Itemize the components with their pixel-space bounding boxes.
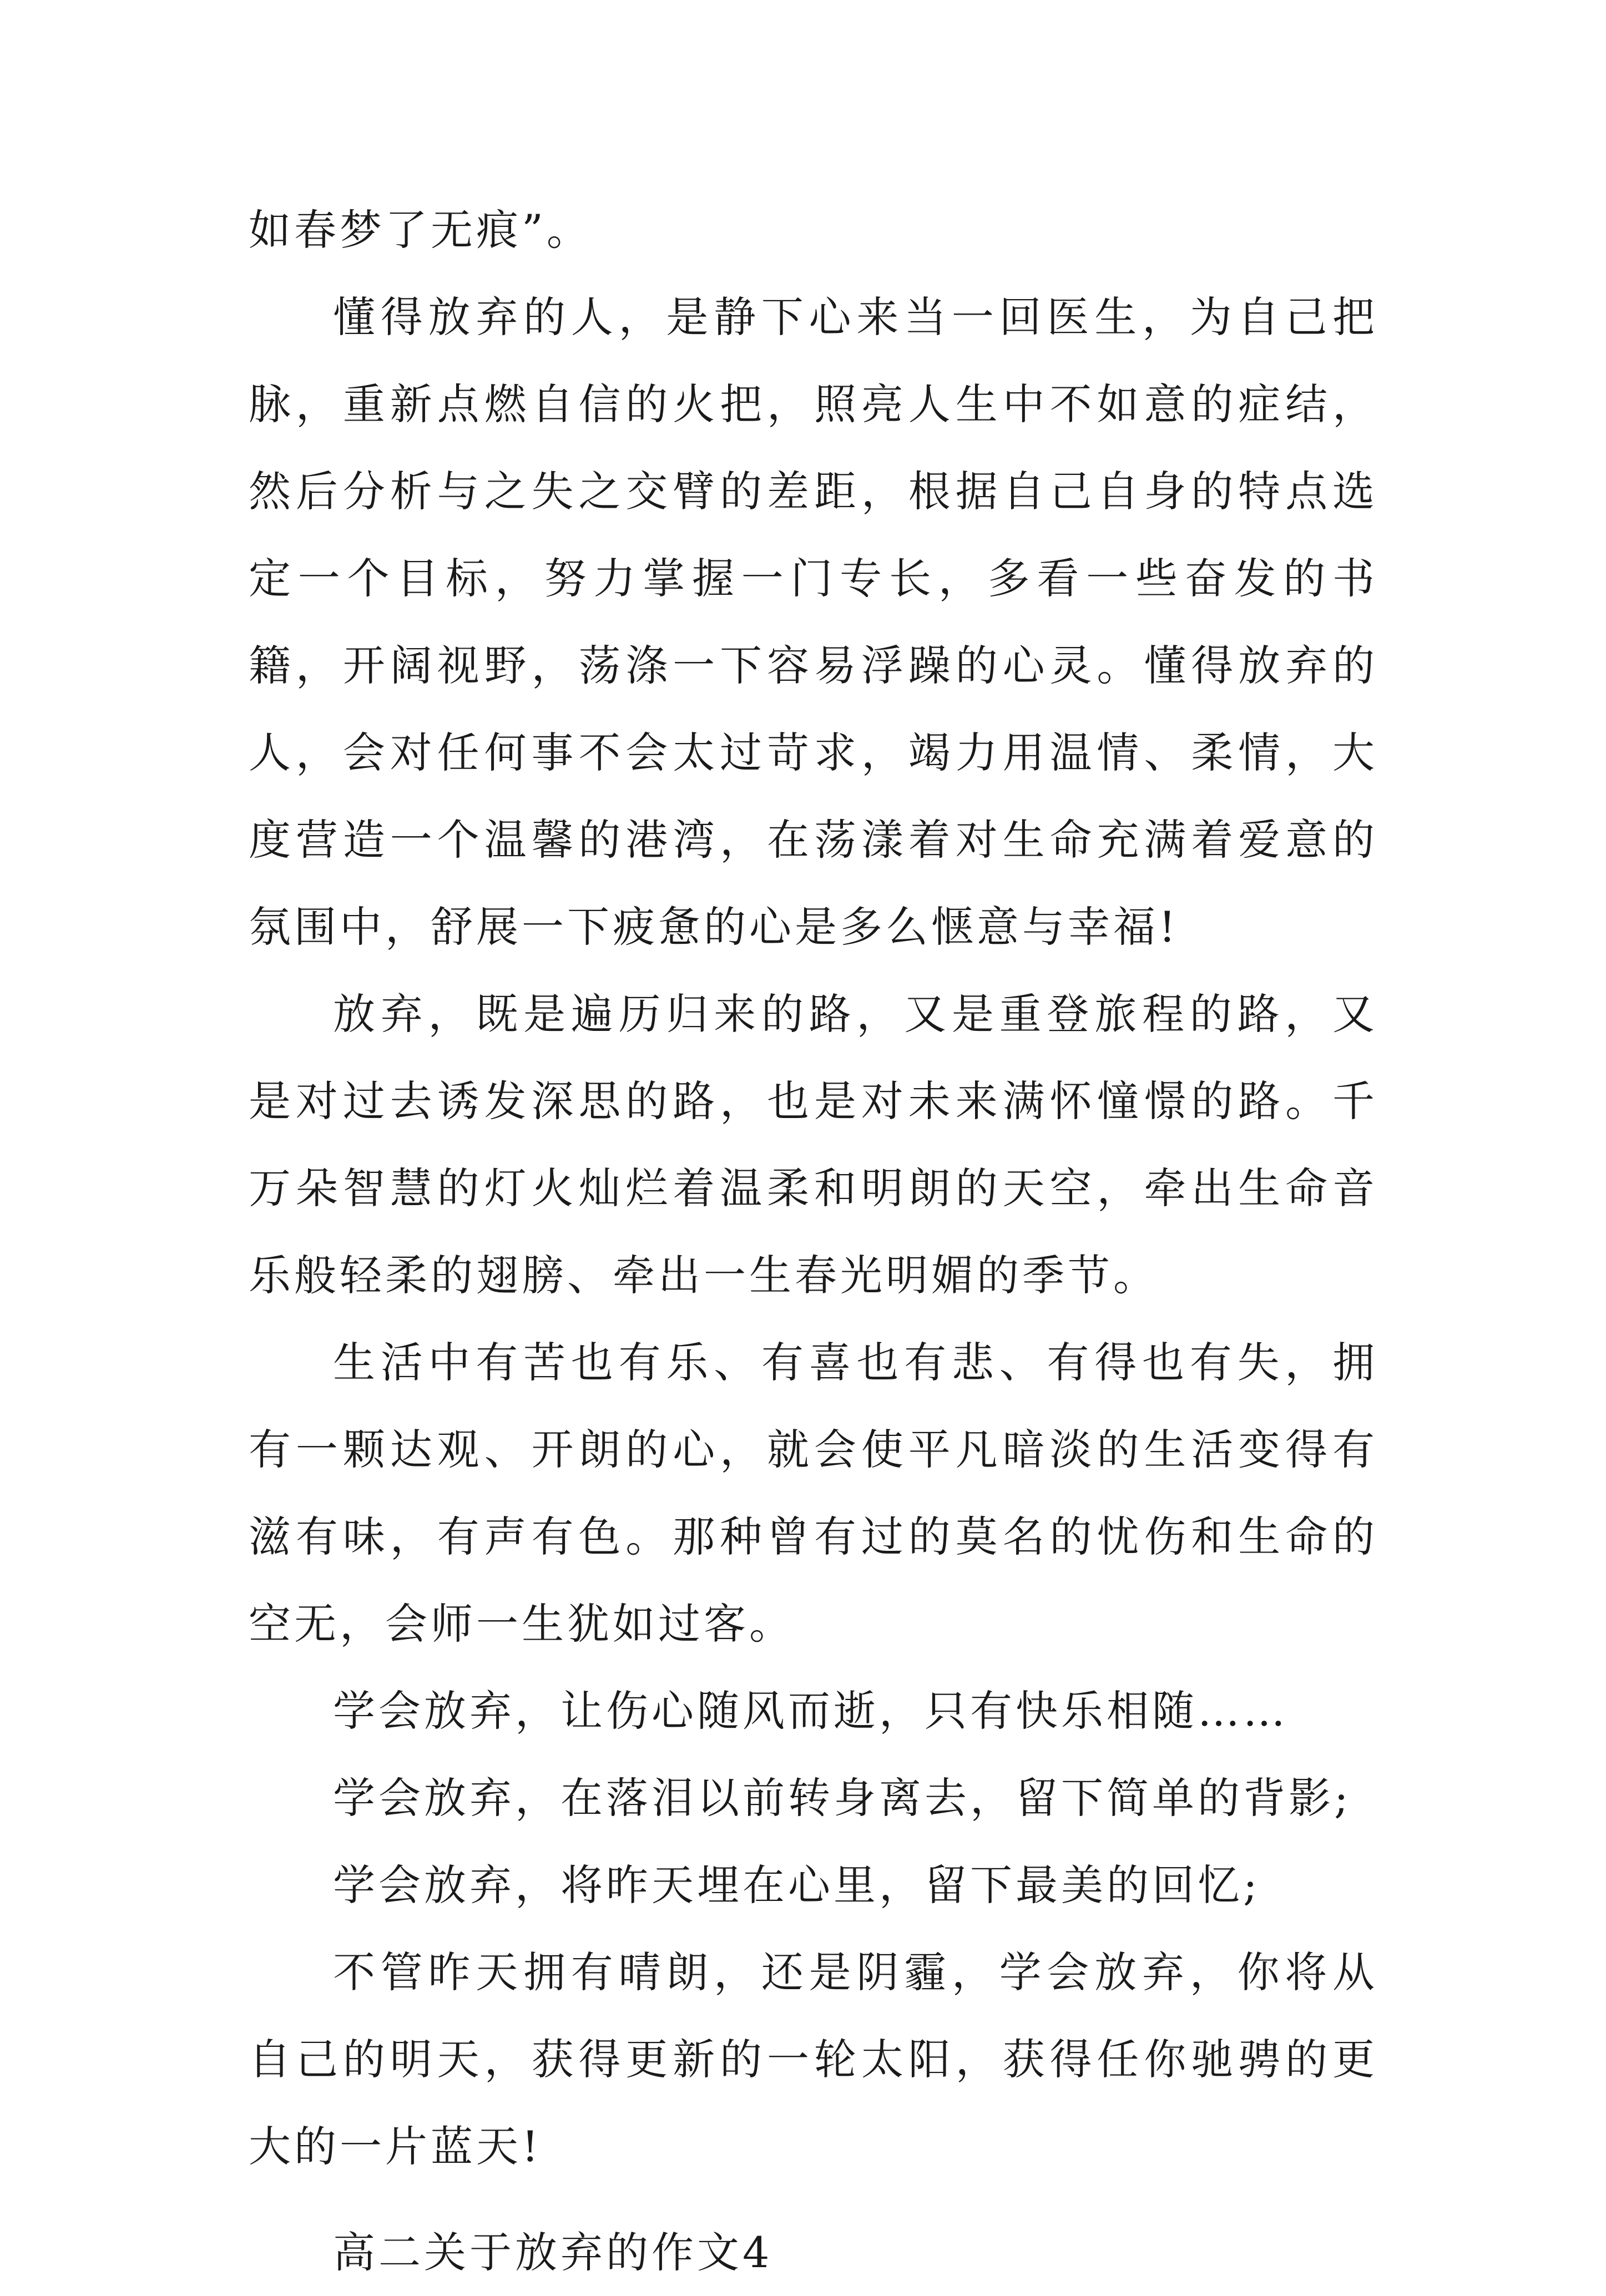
paragraph: 懂得放弃的人，是静下心来当一回医生，为自己把脉，重新点燃自信的火把，照亮人生中不如意的症结，然后分析与之失之交臂的差距，根据自己自身的特点选定一个目标，努力掌握一门专长，多看一些奋发的书籍，开阔视野，荡涤一下容易浮躁的心灵。懂得放弃的人，会对任何事不会太过苛求，竭力用温情、柔情，大度营造一个温馨的港湾，在荡漾着对生命充满着爱意的氛围中，舒展一下疲惫的心是多么惬意与幸福!	[249, 292, 1378, 952]
paragraph-continuation: 如春梦了无痕”。	[249, 205, 592, 255]
paragraph: 学会放弃，将昨天埋在心里，留下最美的回忆;	[333, 1860, 1261, 1910]
paragraph: 放弃，既是遍历归来的路，又是重登旅程的路，又是对过去诱发深思的路，也是对未来满怀憧憬的路。千万朵智慧的灯火灿烂着温柔和明朗的天空，牵出生命音乐般轻柔的翅膀、牵出一生春光明媚的季节。	[249, 989, 1378, 1300]
paragraph: 学会放弃，让伤心随风而逝，只有快乐相随……	[333, 1686, 1289, 1736]
paragraph: 学会放弃，在落泪以前转身离去，留下简单的背影;	[333, 1773, 1352, 1823]
section-heading: 高二关于放弃的作文4	[333, 2228, 773, 2277]
paragraph: 生活中有苦也有乐、有喜也有悲、有得也有失，拥有一颗达观、开朗的心，就会使平凡暗淡的生活变得有滋有味，有声有色。那种曾有过的莫名的忧伤和生命的空无，会师一生犹如过客。	[249, 1338, 1378, 1648]
document-body	[249, 186, 1378, 2296]
paragraph: 不管昨天拥有晴朗，还是阴霾，学会放弃，你将从自己的明天，获得更新的一轮太阳，获得任你驰骋的更大的一片蓝天!	[249, 1948, 1378, 2171]
